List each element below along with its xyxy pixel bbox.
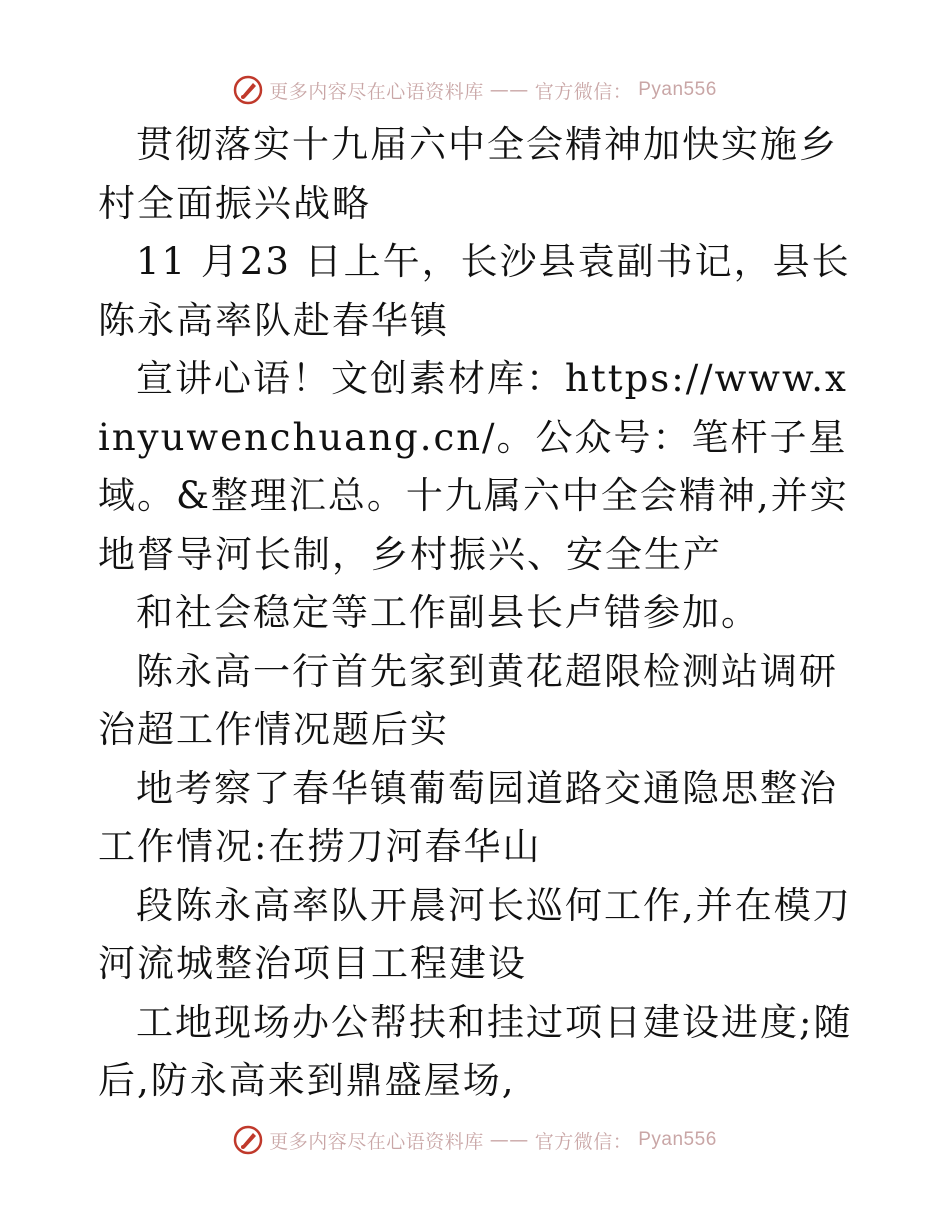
paragraph: 工地现场办公帮扶和挂过项日建设进度;随后,防永高来到鼎盛屋场,: [98, 1000, 853, 1102]
footer-wechat-handle: Pyan556: [638, 1129, 717, 1150]
header-banner: [0, 70, 950, 110]
document-body: [98, 116, 858, 1111]
paragraph: 和社会稳定等工作副县长卢错参加。: [136, 591, 760, 634]
paragraph: 贯彻落实十九届六中全会精神加快实施乡村全面振兴战略: [98, 123, 838, 225]
footer-separator: ——: [489, 1129, 529, 1151]
header-wechat-label: 官方微信：: [534, 80, 633, 103]
header-wechat-handle: Pyan556: [638, 79, 717, 100]
paragraph: 地考察了春华镇葡萄园道路交通隐思整治工作情况:在捞刀河春华山: [98, 766, 838, 868]
brand-logo-icon: [233, 75, 263, 105]
paragraph: 11 月23 日上午，长沙县袁副书记，县长陈永高率队赴春华镇: [98, 240, 851, 342]
brand-logo-icon: [233, 1125, 263, 1155]
paragraph: 宣讲心语！文创素材库：https://www.xinyuwenchuang.cn/。公众号：笔杆子星域。&整理汇总。十九属六中全会精神,并实地督导河长制，乡村振兴、安全生产: [98, 357, 849, 576]
footer-wechat-label: 官方微信：: [534, 1130, 633, 1153]
paragraph: 段陈永高率队开晨河长巡何工作,并在模刀河流城整治项目工程建设: [98, 883, 852, 985]
header-banner-text: 更多内容尽在心语资料库: [269, 80, 484, 103]
header-separator: ——: [489, 79, 529, 101]
footer-banner-text: 更多内容尽在心语资料库: [269, 1130, 484, 1153]
paragraph: 陈永高一行首先家到黄花超限检测站调研治超工作情况题后实: [98, 649, 838, 751]
footer-banner: [0, 1120, 950, 1160]
